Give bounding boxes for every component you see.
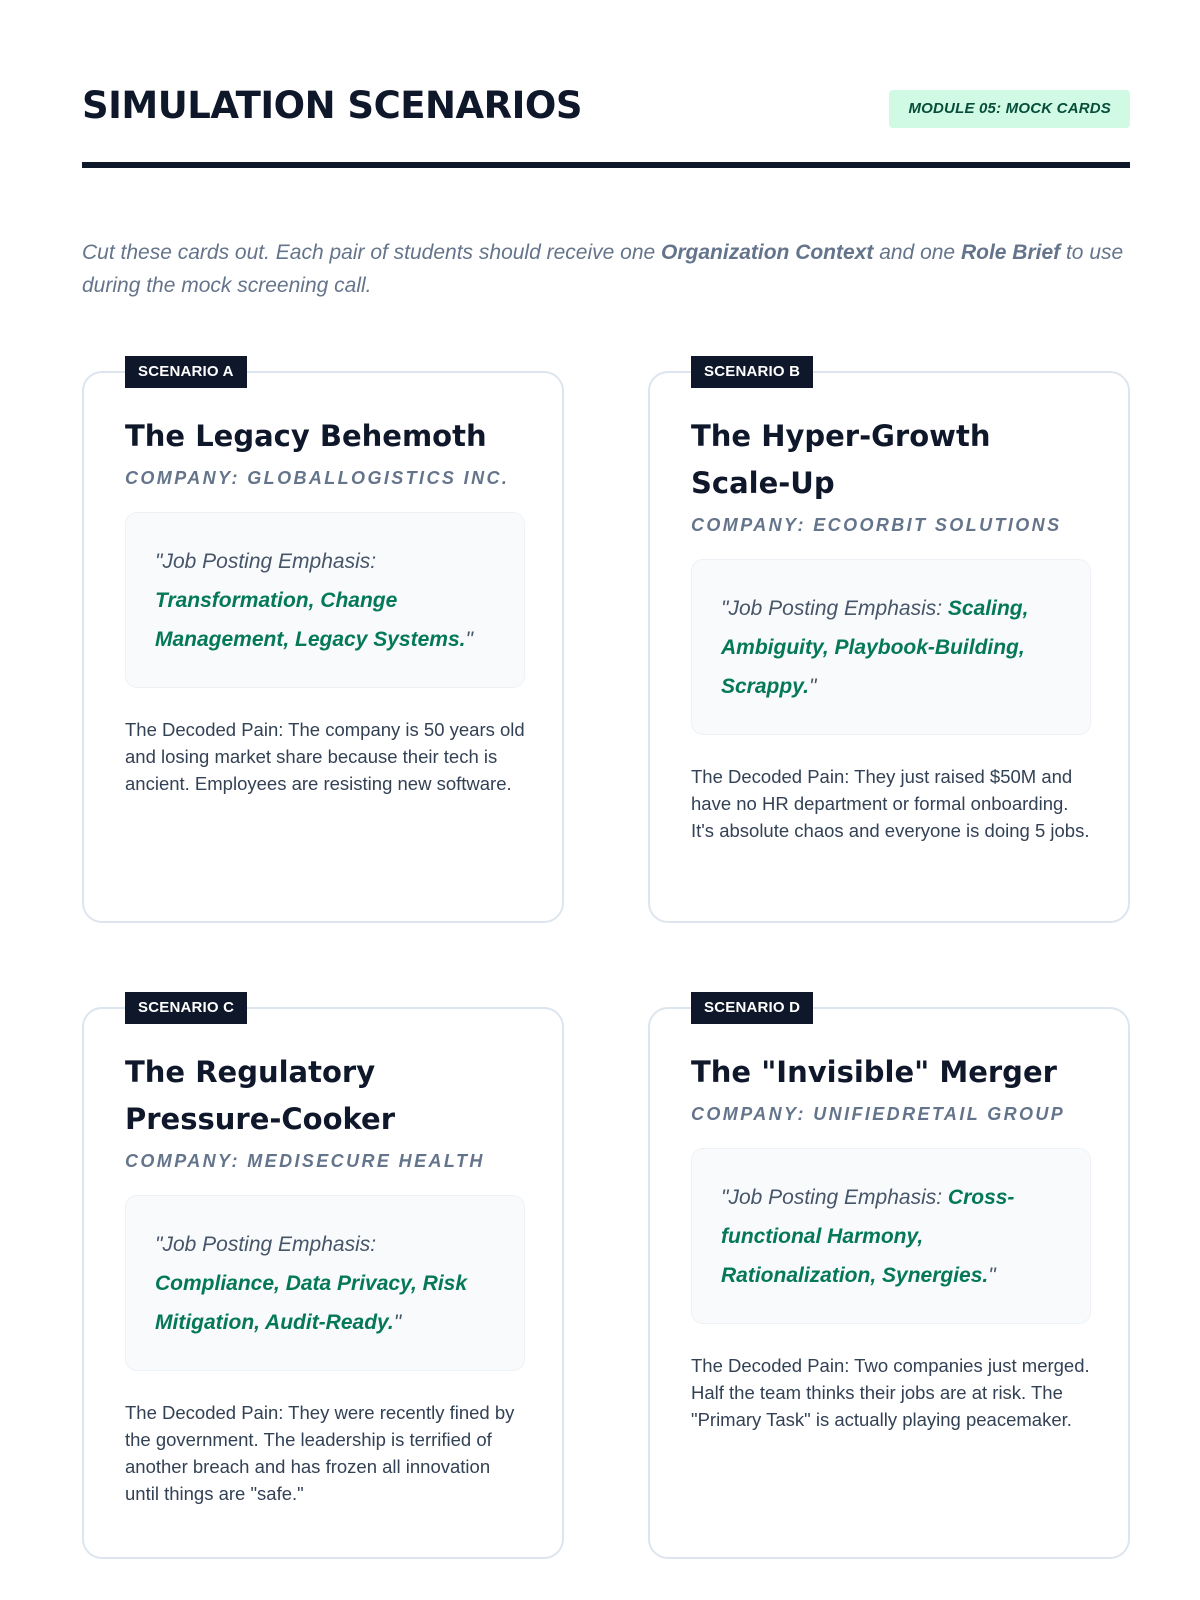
intro-text-part: to use during the mock screening call.	[82, 241, 1124, 297]
decoded-pain: The Decoded Pain: They were recently fined by the government. The leadership is terrified of another breach and has frozen all innovation until things are "safe."	[125, 1402, 515, 1504]
scenario-title: The "Invisible" Merger	[691, 1055, 1057, 1089]
intro-text-part: Cut these cards out. Each pair of students should receive one	[82, 241, 662, 264]
company-name: COMPANY: MEDISECURE HEALTH	[125, 1151, 485, 1171]
module-badge: MODULE 05: MOCK CARDS	[889, 90, 1130, 128]
scenario-tag: SCENARIO B	[691, 356, 813, 388]
quote-emphasis: Compliance, Data Privacy, Risk Mitigation, Audit-Ready.	[155, 1272, 468, 1334]
scenario-tag: SCENARIO C	[125, 992, 247, 1024]
company-name: COMPANY: UNIFIEDRETAIL GROUP	[691, 1104, 1066, 1124]
scenario-card-a	[82, 363, 564, 923]
company-name: COMPANY: ECOORBIT SOLUTIONS	[691, 515, 1062, 535]
card-content	[125, 413, 525, 797]
quote-emphasis: Scaling, Ambiguity, Playbook-Building, Scrappy.	[721, 597, 1029, 698]
page-title: SIMULATION SCENARIOS	[82, 84, 582, 127]
intro-bold-organization-context: Organization Context	[661, 241, 874, 264]
quote-prefix: "Job Posting Emphasis:	[721, 597, 948, 620]
card-content	[691, 1049, 1091, 1433]
quote-prefix: "Job Posting Emphasis:	[721, 1186, 948, 1209]
quote-prefix: "Job Posting Emphasis:	[155, 1233, 377, 1256]
job-posting-quote	[125, 512, 525, 688]
scenario-card-c	[82, 999, 564, 1559]
page-header	[82, 84, 1130, 168]
card-content	[691, 413, 1091, 844]
job-posting-quote	[125, 1195, 525, 1371]
intro-text-part: and one	[873, 241, 961, 264]
job-posting-quote	[691, 559, 1091, 735]
job-posting-quote	[691, 1148, 1091, 1324]
scenario-title: The Hyper-Growth Scale-Up	[691, 419, 991, 500]
quote-emphasis: Cross-functional Harmony, Rationalization, Synergies.	[721, 1186, 1015, 1287]
quote-suffix: "	[808, 675, 817, 698]
scenario-title: The Legacy Behemoth	[125, 419, 487, 453]
scenario-card-d	[648, 999, 1130, 1559]
quote-prefix: "Job Posting Emphasis:	[155, 550, 377, 573]
card-content	[125, 1049, 525, 1507]
quote-suffix: "	[465, 628, 473, 651]
quote-suffix: "	[393, 1311, 402, 1334]
quote-emphasis: Transformation, Change Management, Legacy Systems.	[155, 589, 466, 651]
scenario-card-b	[648, 363, 1130, 923]
decoded-pain: The Decoded Pain: The company is 50 years old and losing market share because their tech is ancient. Employees are resisting new software.	[125, 719, 525, 794]
quote-suffix: "	[988, 1264, 996, 1287]
decoded-pain: The Decoded Pain: Two companies just merged. Half the team thinks their jobs are at risk. The "Primary Task" is actually playing peacemaker.	[691, 1355, 1090, 1430]
scenario-tag: SCENARIO A	[125, 356, 247, 388]
intro-bold-role-brief: Role Brief	[960, 241, 1061, 264]
decoded-pain: The Decoded Pain: They just raised $50M and have no HR department or formal onboarding. It's absolute chaos and everyone is doing 5 jobs.	[691, 766, 1090, 841]
company-name: COMPANY: GLOBALLOGISTICS INC.	[125, 468, 510, 488]
scenario-title: The Regulatory Pressure-Cooker	[125, 1055, 396, 1136]
scenario-tag: SCENARIO D	[691, 992, 813, 1024]
intro-text	[82, 236, 1130, 302]
